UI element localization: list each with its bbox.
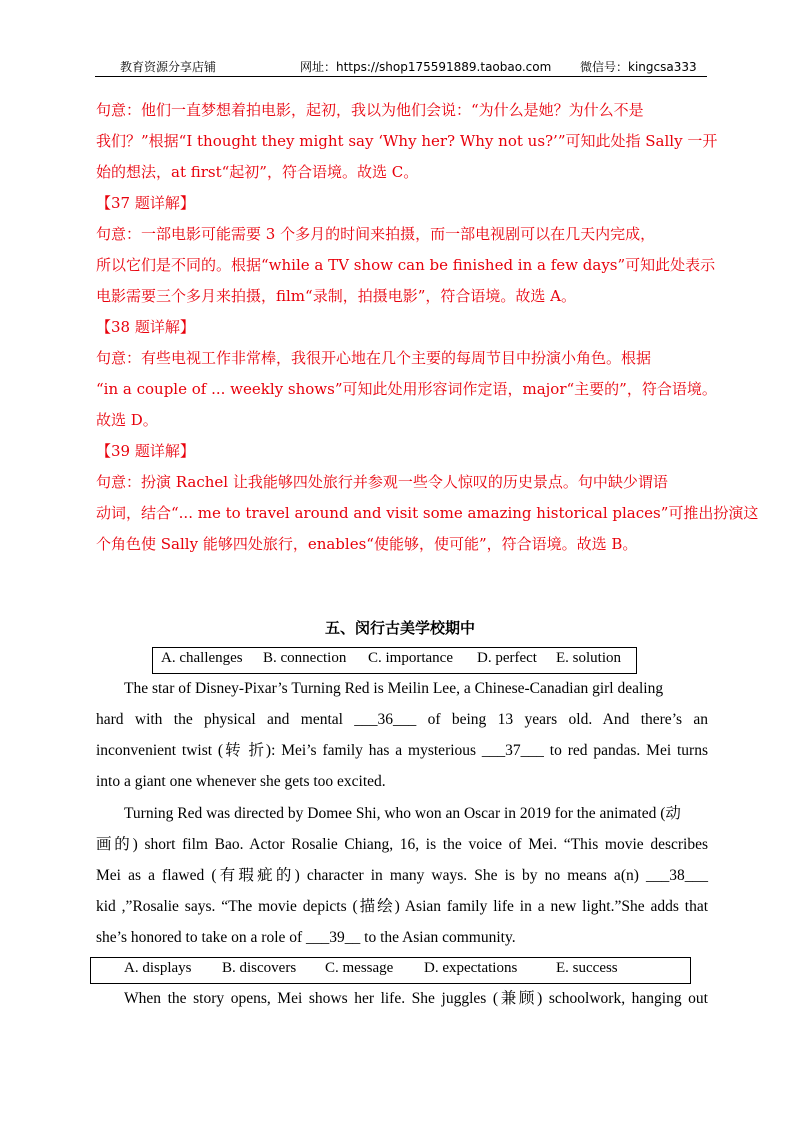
word-option: C. importance [368,650,453,666]
paragraph-line: she’s honored to take on a role of ___39__ to the Asian community. [96,929,516,946]
word-option: B. connection [263,650,347,666]
q38-line-2: “in a couple of ... weekly shows”可知此处用形容词作定语，major“主要的”，符合语境。 [96,380,717,398]
q36-line-2: 我们？”根据“I thought they might say ‘Why her? Why not us?’”可知此处指 Sally 一开 [96,132,718,150]
paragraph-line: Mei as a flawed (有瑕疵的) character in many ways. She is by no means a(n) ___38___ [96,867,708,884]
word-option: E. success [556,960,618,976]
page-header [95,54,707,77]
q37-line-1: 句意：一部电影可能需要 3 个多月的时间来拍摄，而一部电视剧可以在几天内完成， [96,225,656,243]
explanations [96,95,759,560]
paragraph-line: When the story opens, Mei shows her life. She juggles (兼顾) schoolwork, hanging out [124,990,708,1007]
q39-line-3: 个角色使 Sally 能够四处旅行，enables“使能够，使可能”，符合语境。故选 B。 [96,535,638,553]
paragraph-line: Turning Red was directed by Domee Shi, who won an Oscar in 2019 for the animated (动 [124,805,681,822]
paragraph-3 [96,983,708,1014]
word-option: E. solution [556,650,622,666]
word-option: B. discovers [222,960,297,976]
paragraph-line: 画的) short film Bao. Actor Rosalie Chiang, 16, is the voice of Mei. “This movie describes [96,836,708,853]
paragraph-line: kid ,”Rosalie says. “The movie depicts (描绘) Asian family life in a new light.”She adds that [96,898,708,915]
paragraph-line: hard with the physical and mental ___36___ of being 13 years old. And there’s an [96,711,708,728]
q37-line-2: 所以它们是不同的。根据“while a TV show can be finished in a few days”可知此处表示 [96,256,716,274]
q36-line-3: 始的想法，at first“起初”，符合语境。故选 C。 [96,163,419,181]
section-title: 五、闵行古美学校期中 [324,619,475,637]
paragraph-line: into a giant one whenever she gets too excited. [96,773,386,790]
header-wechat: 微信号：kingcsa333 [580,60,697,74]
header-shop-name: 教育资源分享店铺 [120,60,217,74]
q38-line-3: 故选 D。 [96,411,158,429]
q37-title: 【37 题详解】 [96,194,195,212]
word-option: A. displays [124,960,192,976]
paragraph-line: inconvenient twist (转 折): Mei’s family has a mysterious ___37___ to red pandas. Mei turns [96,742,708,759]
paragraph-line: The star of Disney-Pixar’s Turning Red is Meilin Lee, a Chinese-Canadian girl dealing [124,680,664,697]
q37-line-3: 电影需要三个多月来拍摄，film“录制，拍摄电影”，符合语境。故选 A。 [96,287,576,305]
paragraph-1 [96,673,708,797]
q39-line-2: 动词，结合“... me to travel around and visit some amazing historical places”可推出扮演这 [96,504,759,522]
q39-line-1: 句意：扮演 Rachel 让我能够四处旅行并参观一些令人惊叹的历史景点。句中缺少谓语 [96,473,668,491]
word-option: D. perfect [477,650,537,666]
q36-line-1: 句意：他们一直梦想着拍电影，起初，我以为他们会说：“为什么是她？为什么不是 [96,101,644,119]
word-option: C. message [325,960,394,976]
word-box-2 [90,957,691,984]
word-box-1 [152,647,637,674]
q39-title: 【39 题详解】 [96,442,195,460]
q38-title: 【38 题详解】 [96,318,195,336]
word-option: A. challenges [161,650,243,666]
paragraph-2 [96,798,708,953]
header-url[interactable]: 网址：https://shop175591889.taobao.com [300,60,552,74]
q38-line-1: 句意：有些电视工作非常棒，我很开心地在几个主要的每周节目中扮演小角色。根据 [96,349,652,367]
word-option: D. expectations [424,960,518,976]
